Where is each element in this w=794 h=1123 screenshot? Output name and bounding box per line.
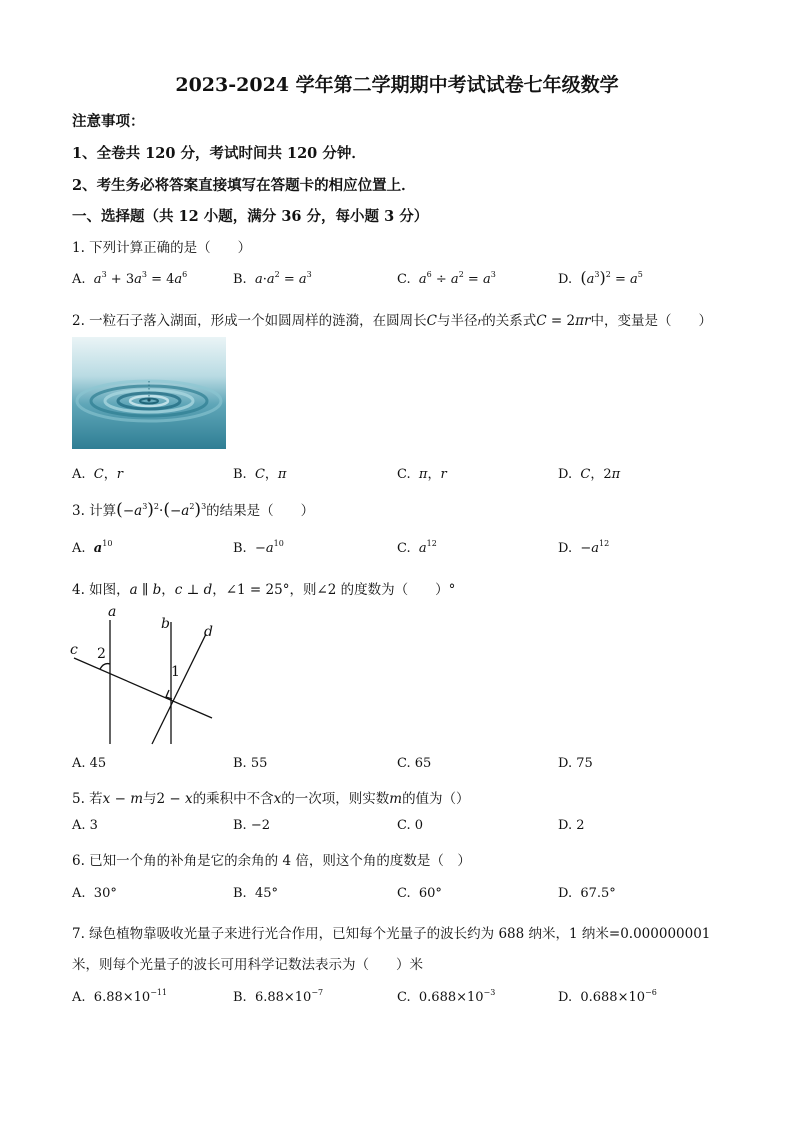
question-7-stem-line-2: 米，则每个光量子的波长可用科学记数法表示为（ ）米: [72, 957, 423, 973]
question-6-stem: 6. 已知一个角的补角是它的余角的 4 倍，则这个角的度数是（ ）: [72, 853, 471, 869]
question-4-stem: 4. 如图，a ∥ b，c ⊥ d，∠1 = 25°，则∠2 的度数为（ ）°: [72, 582, 456, 598]
figure-label-angle-2: 2: [97, 646, 106, 662]
question-7-stem-line-1: 7. 绿色植物靠吸收光量子来进行光合作用，已知每个光量子的波长约为 688 纳米，1 纳米=0.000000001: [72, 926, 711, 942]
question-1-stem: 1. 下列计算正确的是（ ）: [72, 240, 252, 256]
page-title: 2023-2024 学年第二学期期中考试试卷七年级数学: [175, 74, 619, 96]
question-4-option-a: A. 45: [72, 756, 107, 771]
section-heading: 一、选择题（共 12 小题，满分 36 分，每小题 3 分）: [72, 208, 429, 225]
question-6-option-a: A. 30°: [72, 886, 117, 901]
figure-label-a: a: [108, 604, 117, 620]
notes-item-1: 1、全卷共 120 分，考试时间共 120 分钟．: [72, 145, 366, 162]
figure-label-angle-1: 1: [171, 664, 180, 680]
question-5-option-b: B. −2: [233, 818, 270, 833]
figure-label-c: c: [70, 642, 78, 658]
question-4-option-b: B. 55: [233, 756, 268, 771]
figure-label-d: d: [204, 624, 213, 640]
question-3-stem: 3. 计算$(-a^3)^2\cdot(-a^2)^3$的结果是（ ）: [72, 500, 315, 520]
figure-label-b: b: [161, 616, 170, 632]
question-2-option-c: C. π，r: [397, 467, 447, 482]
question-2-option-d: D. C，2π: [558, 467, 621, 482]
question-3-option-b: B. $-a^{10}$: [233, 539, 284, 556]
question-3-option-a: A. $a^{10}$: [72, 539, 113, 556]
question-5-option-d: D. 2: [558, 818, 585, 833]
question-6-option-c: C. 60°: [397, 886, 442, 901]
question-3-option-c: C. $a^{12}$: [397, 539, 437, 556]
question-4-option-c: C. 65: [397, 756, 432, 771]
question-1-option-d: D. $(a^3)^2 = a^5$: [558, 268, 643, 287]
question-5-stem: 5. 若x − m与2 − x的乘积中不含x的一次项，则实数m的值为（）: [72, 791, 470, 807]
question-7-option-d: D. $0.688\times 10^{-6}$: [558, 988, 657, 1005]
question-1-option-b: B. $a\cdot a^2 = a^3$: [233, 270, 312, 287]
notes-heading: 注意事项：: [72, 113, 145, 130]
question-5-option-a: A. 3: [72, 818, 98, 833]
question-7-option-a: A. $6.88\times 10^{-11}$: [72, 988, 168, 1005]
water-ripple-image: [72, 337, 226, 449]
question-4-option-d: D. 75: [558, 756, 593, 771]
question-1-option-a: A. $a^3 + 3a^3 = 4a^6$: [72, 270, 188, 287]
question-6-option-b: B. 45°: [233, 886, 278, 901]
question-6-option-d: D. 67.5°: [558, 886, 616, 901]
notes-item-2: 2、考生务必将答案直接填写在答题卡的相应位置上．: [72, 177, 416, 194]
parallel-lines-figure: [70, 604, 230, 748]
question-5-option-c: C. 0: [397, 818, 424, 833]
question-2-option-a: A. C，r: [72, 467, 123, 482]
question-3-option-d: D. $-a^{12}$: [558, 539, 610, 556]
question-7-option-c: C. $0.688\times 10^{-3}$: [397, 988, 496, 1005]
question-7-option-b: B. $6.88\times 10^{-7}$: [233, 988, 324, 1005]
question-2-option-b: B. C，π: [233, 467, 287, 482]
question-2-stem: 2. 一粒石子落入湖面，形成一个如圆周样的涟漪，在圆周长C与半径r的关系式C = 2πr中，变量是（ ）: [72, 313, 712, 329]
question-1-option-c: C. $a^6 \div a^2 = a^3$: [397, 270, 496, 287]
